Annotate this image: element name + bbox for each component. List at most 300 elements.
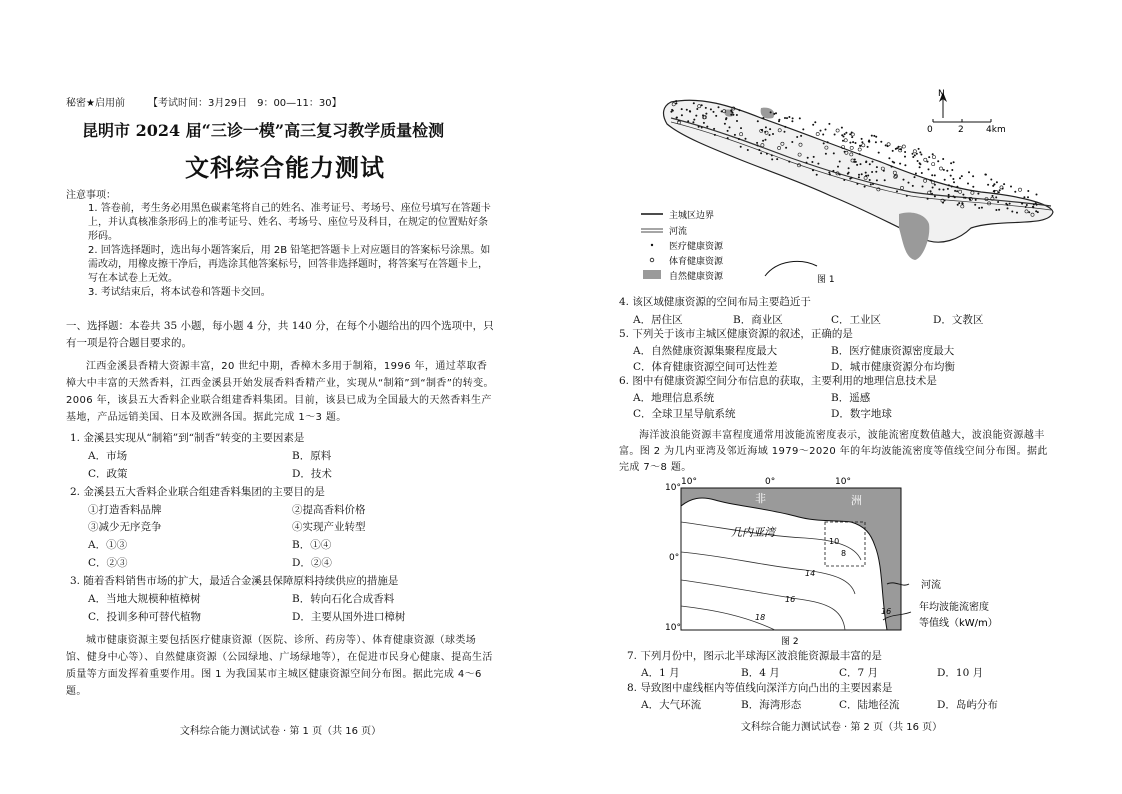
medical-resource-point bbox=[770, 111, 772, 113]
medical-resource-point bbox=[884, 179, 886, 181]
q8-option-d[interactable]: D．岛屿分布 bbox=[937, 699, 998, 711]
sports-resource-point bbox=[816, 132, 819, 135]
legend2-river: 河流 bbox=[921, 580, 941, 591]
medical-resource-point bbox=[950, 162, 952, 164]
question-8: 8. 导致图中虚线框内等值线向深洋方向凸出的主要因素是 bbox=[627, 682, 893, 694]
medical-resource-point bbox=[859, 145, 861, 147]
medical-resource-point bbox=[943, 169, 945, 171]
medical-resource-point bbox=[912, 153, 914, 155]
q2-option-d[interactable]: D．②④ bbox=[292, 557, 332, 569]
medical-resource-point bbox=[761, 129, 763, 131]
q6-option-c[interactable]: C．全球卫星导航系统 bbox=[633, 408, 736, 420]
medical-resource-point bbox=[849, 133, 851, 135]
q1-option-a[interactable]: A．市场 bbox=[88, 450, 128, 462]
medical-resource-point bbox=[934, 195, 936, 197]
medical-resource-point bbox=[681, 114, 683, 116]
medical-resource-point bbox=[1037, 211, 1039, 213]
secret-label: 秘密★启用前 bbox=[66, 98, 125, 109]
medical-resource-point bbox=[875, 141, 877, 143]
medical-resource-point bbox=[908, 182, 910, 184]
medical-resource-point bbox=[865, 175, 867, 177]
q5-option-b[interactable]: B．医疗健康资源密度最大 bbox=[831, 345, 955, 357]
medical-resource-point bbox=[962, 203, 964, 205]
medical-resource-point bbox=[968, 171, 970, 173]
medical-resource-point bbox=[766, 153, 768, 155]
africa-label-1: 非 bbox=[755, 492, 766, 505]
q4-option-b[interactable]: B．商业区 bbox=[733, 314, 783, 326]
medical-resource-point bbox=[856, 164, 858, 166]
medical-resource-point bbox=[928, 156, 930, 158]
medical-resource-point bbox=[730, 114, 732, 116]
medical-resource-point bbox=[703, 122, 705, 124]
medical-resource-point bbox=[692, 121, 694, 123]
medical-resource-point bbox=[951, 169, 953, 171]
figure-1-map bbox=[641, 88, 1061, 288]
medical-resource-point bbox=[855, 142, 857, 144]
medical-resource-point bbox=[972, 175, 974, 177]
notice-title: 注意事项： bbox=[66, 190, 116, 201]
medical-resource-point bbox=[776, 158, 778, 160]
medical-resource-point bbox=[769, 134, 771, 136]
medical-resource-point bbox=[848, 167, 850, 169]
medical-resource-point bbox=[738, 138, 740, 140]
medical-resource-point bbox=[778, 120, 780, 122]
medical-resource-point bbox=[825, 153, 827, 155]
legend-river: 河流 bbox=[669, 227, 688, 237]
legend2-iso-1: 年均波能流密度 bbox=[919, 602, 989, 613]
sports-resource-point bbox=[1000, 186, 1003, 189]
q8-option-b[interactable]: B．海湾形态 bbox=[741, 699, 802, 711]
north-arrow bbox=[938, 89, 947, 118]
medical-resource-point bbox=[829, 173, 831, 175]
medical-resource-point bbox=[906, 195, 908, 197]
page-2-footer: 文科综合能力测试试卷 · 第 2 页（共 16 页） bbox=[740, 722, 943, 733]
medical-resource-point bbox=[762, 117, 764, 119]
medical-resource-point bbox=[919, 151, 921, 153]
medical-resource-point bbox=[747, 149, 749, 151]
medical-resource-point bbox=[715, 115, 717, 117]
medical-resource-point bbox=[865, 172, 867, 174]
notice-1: 1. 答卷前，考生务必用黑色碳素笔将自己的姓名、准考证号、考场号、座位号填写在答题卡上，并认真核准条形码上的准考证号、姓名、考场号、座位号及科目，在规定的位置贴好条形码。 bbox=[88, 203, 491, 242]
q7-option-a[interactable]: A．1 月 bbox=[641, 667, 680, 679]
medical-resource-point bbox=[998, 209, 1000, 211]
medical-resource-point bbox=[786, 117, 788, 119]
medical-resource-point bbox=[904, 156, 906, 158]
medical-resource-point bbox=[757, 120, 759, 122]
q6-option-d[interactable]: D．数字地球 bbox=[831, 408, 892, 420]
medical-resource-point bbox=[769, 128, 771, 130]
q2-item-3: ③减少无序竞争 bbox=[88, 521, 162, 533]
medical-resource-point bbox=[1027, 196, 1029, 198]
medical-resource-point bbox=[948, 194, 950, 196]
medical-resource-point bbox=[861, 138, 863, 140]
medical-resource-point bbox=[929, 179, 931, 181]
sports-resource-point bbox=[932, 156, 935, 159]
medical-resource-point bbox=[997, 201, 999, 203]
medical-resource-point bbox=[912, 185, 914, 187]
medical-resource-point bbox=[921, 172, 923, 174]
medical-resource-point bbox=[912, 156, 914, 158]
medical-resource-point bbox=[946, 170, 948, 172]
medical-resource-point bbox=[740, 127, 742, 129]
medical-resource-point bbox=[995, 196, 997, 198]
medical-resource-point bbox=[876, 166, 878, 168]
q2-option-a[interactable]: A．①③ bbox=[88, 539, 128, 551]
medical-resource-point bbox=[865, 161, 867, 163]
passage-1: 江西金溪县香精大资源丰富，20 世纪中期，香樟木多用于制箱，1996 年，通过萃取香樟大中丰富的天然香料，江西金溪县开始发展香料香精产业，实现从“制箱”到“制香”的转变。2006 年，该县五大香料企业联合组建香料集团。目前，该县已成为全国最大的天然香料生产基地，产品远销美国、日本及欧洲各国。据此完成 1～3 题。 bbox=[66, 361, 494, 423]
gulf-label: 几内亚湾 bbox=[731, 526, 775, 539]
medical-resource-point bbox=[962, 194, 964, 196]
medical-resource-point bbox=[687, 120, 689, 122]
medical-resource-point bbox=[765, 126, 767, 128]
medical-resource-point bbox=[816, 174, 818, 176]
medical-resource-point bbox=[972, 186, 974, 188]
medical-resource-point bbox=[938, 188, 940, 190]
figure-1-caption: 图 1 bbox=[817, 275, 835, 285]
question-6: 6. 图中有健康资源空间分布信息的获取，主要利用的地理信息技术是 bbox=[619, 375, 937, 387]
medical-resource-point bbox=[727, 137, 729, 139]
medical-resource-point bbox=[1036, 194, 1038, 196]
medical-resource-point bbox=[855, 161, 857, 163]
medical-resource-point bbox=[975, 199, 977, 201]
medical-resource-point bbox=[992, 195, 994, 197]
medical-resource-point bbox=[943, 189, 945, 191]
sports-resource-point bbox=[836, 129, 839, 132]
question-4: 4. 该区域健康资源的空间布局主要趋近于 bbox=[619, 296, 811, 308]
medical-resource-point bbox=[695, 115, 697, 117]
natural-patch bbox=[761, 108, 775, 119]
medical-resource-point bbox=[771, 154, 773, 156]
medical-resource-point bbox=[1006, 204, 1008, 206]
medical-resource-point bbox=[713, 111, 715, 113]
medical-resource-point bbox=[828, 123, 830, 125]
medical-resource-point bbox=[729, 126, 731, 128]
medical-resource-point bbox=[996, 181, 998, 183]
q2-item-1: ①打造香料品牌 bbox=[88, 504, 162, 516]
medical-resource-point bbox=[676, 117, 678, 119]
q2-option-c[interactable]: C．②③ bbox=[88, 557, 128, 569]
medical-resource-point bbox=[701, 127, 703, 129]
scale-2: 2 bbox=[958, 125, 964, 135]
medical-resource-point bbox=[914, 176, 916, 178]
passage-2: 城市健康资源主要包括医疗健康资源（医院、诊所、药房等）、体育健康资源（球类场馆、健身中心等）、自然健康资源（公园绿地、广场绿地等），在促进市民身心健康、提高生活质量等方面发挥着重要作用。图 1 为我国某市主城区健康资源空间分布图。据此完成 4～6 题。 bbox=[66, 635, 493, 697]
medical-resource-point bbox=[843, 179, 845, 181]
sports-resource-point bbox=[851, 133, 854, 136]
medical-resource-point bbox=[869, 163, 871, 165]
medical-resource-point bbox=[998, 191, 1000, 193]
medical-resource-point bbox=[689, 110, 691, 112]
medical-resource-point bbox=[1026, 204, 1028, 206]
q1-option-c[interactable]: C．政策 bbox=[88, 468, 128, 480]
sports-resource-point bbox=[1018, 188, 1021, 191]
passage-3: 海洋波浪能资源丰富程度通常用波能流密度表示，波能流密度数值越大，波浪能资源越丰富。图 2 为几内亚湾及邻近海域 1979～2020 年的年均波能流密度等值线空间分布图。据此完成 7～8 题。 bbox=[619, 430, 1048, 473]
medical-resource-point bbox=[959, 177, 961, 179]
legend-medical: 医疗健康资源 bbox=[669, 242, 724, 252]
medical-resource-point bbox=[771, 158, 773, 160]
medical-resource-point bbox=[848, 172, 850, 174]
medical-resource-point bbox=[845, 132, 847, 134]
medical-resource-point bbox=[820, 130, 822, 132]
notice-3: 3. 考试结束后，将本试卷和答题卡交回。 bbox=[88, 287, 271, 298]
medical-resource-point bbox=[1011, 211, 1013, 213]
medical-resource-point bbox=[858, 176, 860, 178]
medical-resource-point bbox=[974, 204, 976, 206]
medical-resource-point bbox=[724, 123, 726, 125]
sports-resource-point bbox=[887, 143, 890, 146]
medical-resource-point bbox=[994, 190, 996, 192]
medical-resource-point bbox=[732, 114, 734, 116]
medical-resource-point bbox=[841, 127, 843, 129]
q8-option-c[interactable]: C．陆地径流 bbox=[839, 699, 900, 711]
medical-resource-point bbox=[849, 142, 851, 144]
q1-option-b[interactable]: B．原料 bbox=[292, 450, 332, 462]
medical-resource-point bbox=[858, 174, 860, 176]
medical-resource-point bbox=[859, 153, 861, 155]
map1-legend bbox=[641, 209, 724, 282]
medical-resource-point bbox=[892, 161, 894, 163]
medical-resource-point bbox=[871, 135, 873, 137]
medical-resource-point bbox=[675, 102, 677, 104]
medical-resource-point bbox=[888, 157, 890, 159]
medical-resource-point bbox=[934, 184, 936, 186]
medical-resource-point bbox=[784, 131, 786, 133]
medical-resource-point bbox=[745, 138, 747, 140]
north-label: N bbox=[938, 89, 945, 99]
medical-resource-point bbox=[740, 146, 742, 148]
medical-resource-point bbox=[784, 126, 786, 128]
medical-resource-point bbox=[686, 109, 688, 111]
medical-resource-point bbox=[698, 126, 700, 128]
medical-resource-point bbox=[990, 179, 992, 181]
lon-10e: 10° bbox=[835, 477, 851, 487]
medical-resource-point bbox=[864, 186, 866, 188]
medical-resource-point bbox=[861, 173, 863, 175]
medical-resource-point bbox=[828, 172, 830, 174]
sports-resource-point bbox=[858, 148, 861, 151]
medical-resource-point bbox=[942, 158, 944, 160]
medical-resource-point bbox=[833, 152, 835, 154]
q4-option-c[interactable]: C．工业区 bbox=[831, 314, 882, 326]
medical-resource-point bbox=[710, 108, 712, 110]
medical-resource-point bbox=[806, 162, 808, 164]
medical-resource-point bbox=[788, 116, 790, 118]
medical-resource-point bbox=[739, 109, 741, 111]
medical-resource-point bbox=[947, 188, 949, 190]
section-one-heading: 一、选择题：本卷共 35 小题，每小题 4 分，共 140 分，在每个小题给出的四个选项中，只有一项是符合题目要求的。 bbox=[66, 320, 494, 349]
contour-14: 14 bbox=[805, 569, 816, 578]
medical-resource-point bbox=[953, 181, 955, 183]
medical-resource-point bbox=[981, 207, 983, 209]
africa-label-2: 洲 bbox=[851, 494, 862, 507]
medical-resource-point bbox=[693, 102, 695, 104]
medical-resource-point bbox=[930, 190, 932, 192]
medical-resource-point bbox=[734, 134, 736, 136]
medical-resource-point bbox=[800, 135, 802, 137]
question-7: 7. 下列月份中，图示北半球海区波浪能资源最丰富的是 bbox=[627, 650, 882, 662]
legend2-iso-value: 16 bbox=[881, 607, 892, 616]
q7-option-b[interactable]: B．4 月 bbox=[741, 667, 780, 679]
medical-resource-point bbox=[953, 161, 955, 163]
medical-resource-point bbox=[757, 144, 759, 146]
medical-resource-point bbox=[696, 108, 698, 110]
q2-option-b[interactable]: B．①④ bbox=[292, 539, 332, 551]
medical-resource-point bbox=[842, 140, 844, 142]
scale-bar bbox=[927, 119, 1006, 135]
q3-option-c[interactable]: C．投训多种可替代植物 bbox=[88, 611, 202, 623]
subject-title: 文科综合能力测试 bbox=[185, 153, 385, 182]
q7-option-c[interactable]: C．7 月 bbox=[839, 667, 879, 679]
medical-resource-point bbox=[811, 161, 813, 163]
medical-resource-point bbox=[967, 183, 969, 185]
medical-resource-point bbox=[727, 130, 729, 132]
medical-resource-point bbox=[995, 209, 997, 211]
medical-resource-point bbox=[954, 190, 956, 192]
q2-item-4: ④实现产业转型 bbox=[292, 521, 366, 533]
lon-0: 0° bbox=[765, 477, 776, 487]
medical-resource-point bbox=[813, 156, 815, 158]
medical-resource-point bbox=[823, 142, 825, 144]
medical-resource-point bbox=[904, 151, 906, 153]
medical-resource-point bbox=[871, 171, 873, 173]
medical-resource-point bbox=[675, 100, 677, 102]
medical-resource-point bbox=[721, 110, 723, 112]
medical-resource-point bbox=[872, 183, 874, 185]
outer-river bbox=[765, 261, 817, 276]
medical-resource-point bbox=[954, 196, 956, 198]
medical-resource-point bbox=[1033, 204, 1035, 206]
medical-resource-point bbox=[854, 159, 856, 161]
medical-resource-point bbox=[903, 179, 905, 181]
sports-resource-point bbox=[924, 158, 927, 161]
medical-resource-point bbox=[922, 186, 924, 188]
medical-resource-point bbox=[931, 174, 933, 176]
medical-resource-point bbox=[1032, 206, 1034, 208]
medical-resource-point bbox=[705, 113, 707, 115]
medical-resource-point bbox=[792, 117, 794, 119]
lat-10s: 10° bbox=[665, 623, 681, 633]
question-1: 1. 金溪县实现从“制箱”到“制香”转变的主要因素是 bbox=[70, 432, 305, 444]
exam-title: 昆明市 2024 届“三诊一模”高三复习教学质量检测 bbox=[82, 121, 445, 140]
lon-10w: 10° bbox=[681, 477, 697, 487]
medical-resource-point bbox=[920, 154, 922, 156]
medical-resource-point bbox=[965, 197, 967, 199]
scale-4km: 4km bbox=[986, 125, 1006, 135]
medical-resource-point bbox=[1025, 206, 1027, 208]
medical-resource-point bbox=[760, 152, 762, 154]
medical-resource-point bbox=[992, 185, 994, 187]
medical-resource-point bbox=[832, 170, 834, 172]
medical-resource-point bbox=[919, 166, 921, 168]
notice-2: 2. 回答选择题时，选出每小题答案后，用 2B 铅笔把答题卡上对应题目的答案标号涂黑。如需改动，用橡皮擦干净后，再选涂其他答案标号，回答非选择题时，将答案写在答题卡上，写在本试卷上无效。 bbox=[88, 245, 491, 284]
medical-resource-point bbox=[807, 157, 809, 159]
q3-option-d[interactable]: D．主要从国外进口樟树 bbox=[292, 611, 406, 623]
medical-resource-point bbox=[868, 141, 870, 143]
legend-sports: 体育健康资源 bbox=[669, 257, 724, 267]
medical-resource-point bbox=[773, 113, 775, 115]
medical-resource-point bbox=[916, 153, 918, 155]
q8-option-a[interactable]: A．大气环流 bbox=[641, 699, 702, 711]
medical-resource-point bbox=[812, 169, 814, 171]
medical-resource-point bbox=[725, 117, 727, 119]
medical-resource-point bbox=[867, 175, 869, 177]
medical-resource-point bbox=[869, 179, 871, 181]
medical-resource-point bbox=[706, 126, 708, 128]
medical-resource-point bbox=[730, 109, 732, 111]
q5-option-a[interactable]: A．自然健康资源集聚程度最大 bbox=[633, 345, 778, 357]
medical-resource-point bbox=[927, 198, 929, 200]
medical-resource-point bbox=[885, 144, 887, 146]
medical-resource-point bbox=[1036, 204, 1038, 206]
medical-resource-point bbox=[927, 161, 929, 163]
medical-resource-point bbox=[1021, 203, 1023, 205]
medical-resource-point bbox=[956, 190, 958, 192]
medical-resource-point bbox=[944, 179, 946, 181]
q7-option-d[interactable]: D．10 月 bbox=[937, 667, 984, 679]
medical-resource-point bbox=[817, 163, 819, 165]
medical-resource-point bbox=[873, 135, 875, 137]
natural-patch bbox=[899, 212, 929, 260]
medical-resource-point bbox=[736, 114, 738, 116]
medical-resource-point bbox=[791, 141, 793, 143]
q4-option-d[interactable]: D．文教区 bbox=[933, 314, 984, 326]
medical-resource-point bbox=[950, 175, 952, 177]
sports-resource-point bbox=[913, 150, 916, 153]
contour-18: 18 bbox=[755, 613, 766, 622]
sports-resource-point bbox=[844, 139, 847, 142]
medical-resource-point bbox=[693, 119, 695, 121]
medical-resource-point bbox=[718, 106, 720, 108]
q6-option-a[interactable]: A．地理信息系统 bbox=[633, 392, 715, 404]
medical-resource-point bbox=[915, 173, 917, 175]
medical-resource-point bbox=[867, 146, 869, 148]
q6-option-b[interactable]: B．遥感 bbox=[831, 392, 871, 404]
medical-resource-point bbox=[1023, 196, 1025, 198]
medical-resource-point bbox=[765, 139, 767, 141]
medical-resource-point bbox=[791, 120, 793, 122]
medical-resource-point bbox=[861, 141, 863, 143]
page-2 bbox=[561, 0, 1122, 794]
medical-resource-point bbox=[875, 136, 877, 138]
medical-resource-point bbox=[825, 129, 827, 131]
medical-resource-point bbox=[851, 177, 853, 179]
contour-16: 16 bbox=[785, 595, 796, 604]
medical-resource-point bbox=[839, 161, 841, 163]
medical-resource-point bbox=[958, 202, 960, 204]
medical-resource-point bbox=[756, 142, 758, 144]
figure-2-map bbox=[655, 476, 1035, 648]
sports-resource-point bbox=[862, 144, 865, 147]
q5-option-d[interactable]: D．城市健康资源分布均衡 bbox=[831, 361, 955, 373]
question-5: 5. 下列关于该市主城区健康资源的叙述，正确的是 bbox=[619, 328, 853, 340]
medical-resource-point bbox=[1028, 211, 1030, 213]
medical-resource-point bbox=[961, 175, 963, 177]
q1-option-d[interactable]: D．技术 bbox=[292, 468, 332, 480]
q4-option-a[interactable]: A．居住区 bbox=[633, 314, 683, 326]
medical-resource-point bbox=[856, 183, 858, 185]
medical-resource-point bbox=[1009, 203, 1011, 205]
medical-resource-point bbox=[785, 147, 787, 149]
q3-option-b[interactable]: B．转向石化合成香料 bbox=[292, 593, 395, 605]
sports-resource-point bbox=[902, 145, 905, 148]
contour-10: 10 bbox=[829, 537, 840, 546]
medical-resource-point bbox=[736, 120, 738, 122]
medical-resource-point bbox=[944, 199, 946, 201]
city-boundary bbox=[664, 100, 1053, 242]
q3-option-a[interactable]: A．当地大规模种植樟树 bbox=[88, 593, 201, 605]
medical-resource-point bbox=[987, 184, 989, 186]
q5-option-c[interactable]: C．体育健康资源空间可达性差 bbox=[633, 361, 778, 373]
medical-resource-point bbox=[784, 117, 786, 119]
